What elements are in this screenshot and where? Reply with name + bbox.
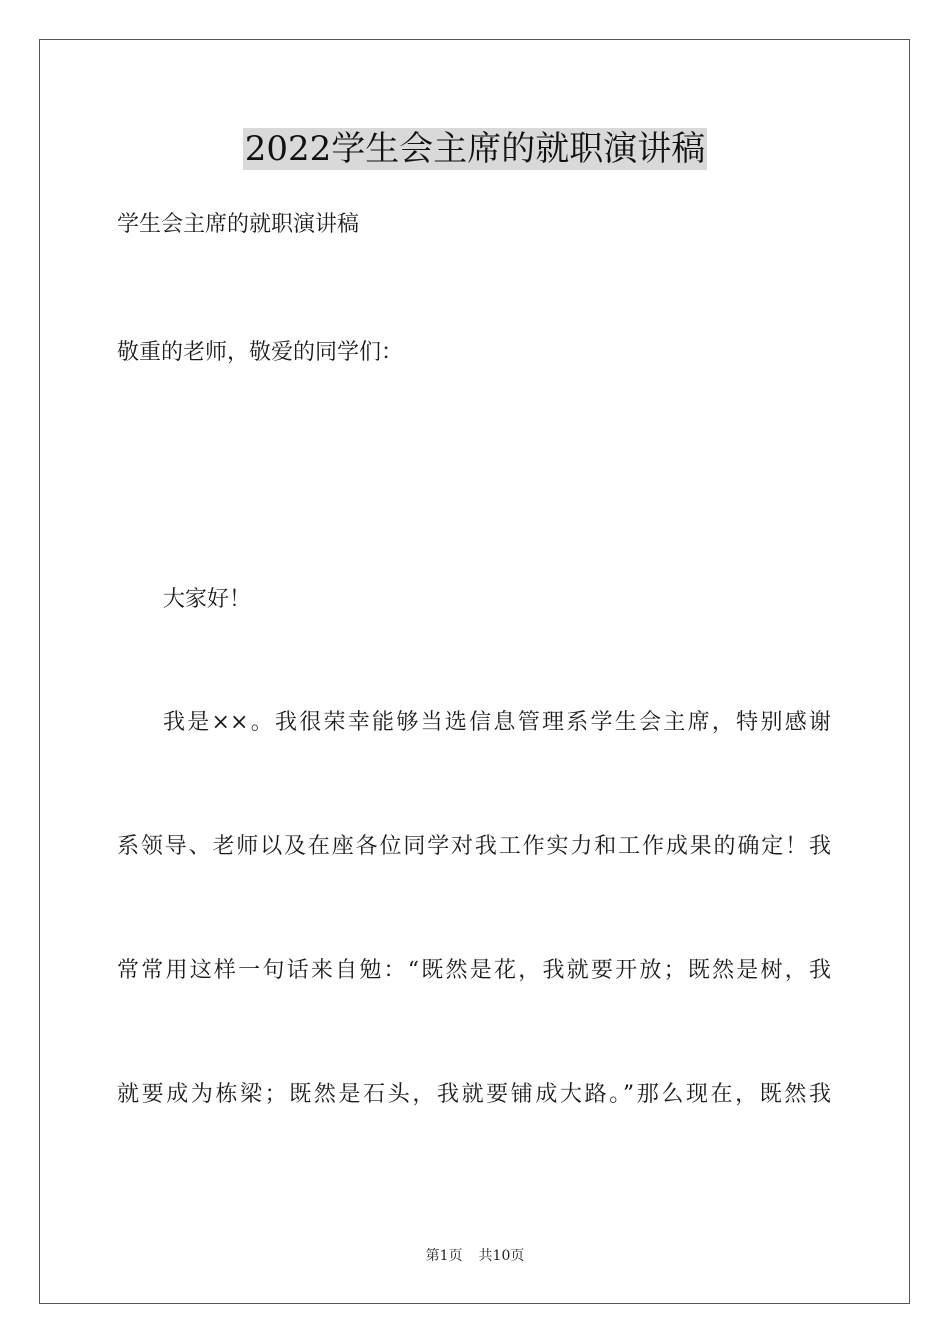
paragraph-line-3: 常常用这样一句话来自勉：“既然是花，我就要开放；既然是树，我 (117, 958, 831, 983)
greeting: 大家好！ (163, 587, 252, 612)
document-subtitle: 学生会主席的就职演讲稿 (117, 212, 360, 237)
page-number-current: 第1页 (425, 1248, 463, 1264)
paragraph-line-4: 就要成为栋梁；既然是石头，我就要铺成大路。”那么现在，既然我 (117, 1082, 831, 1107)
page-number-total: 共10页 (478, 1248, 525, 1264)
title-container (0, 128, 950, 170)
page-footer (0, 1246, 950, 1266)
paragraph-line-1: 我是××。我很荣幸能够当选信息管理系学生会主席，特别感谢 (163, 710, 831, 735)
paragraph-line-2: 系领导、老师以及在座各位同学对我工作实力和工作成果的确定！我 (117, 834, 831, 859)
salutation: 敬重的老师，敬爱的同学们： (117, 340, 404, 365)
document-title: 2022学生会主席的就职演讲稿 (244, 129, 706, 169)
